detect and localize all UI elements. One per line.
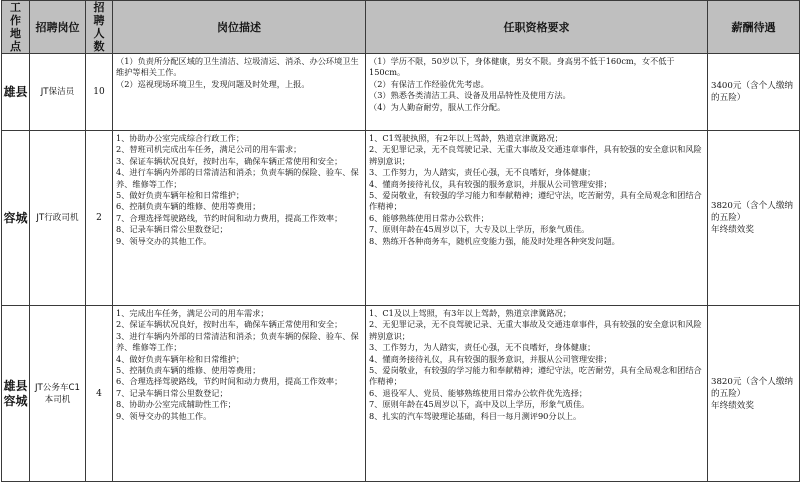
count-cell: 4 xyxy=(86,306,113,482)
position-cell: JT保洁员 xyxy=(30,54,86,131)
requirement-line: 1、C1及以上驾照，有3年以上驾龄，熟道京津冀路况； xyxy=(369,308,572,318)
requirement-line: 7、原则年龄在45周岁以下，高中及以上学历，形象气质佳。 xyxy=(369,399,590,410)
requirements-cell xyxy=(366,131,708,306)
description-line: 1、协助办公室完成综合行政工作； xyxy=(116,133,245,143)
requirement-line: 5、爱岗敬业，有较强的学习能力和奉献精神；遵纪守法，吃苦耐劳，具有全局观念和团结合作精神； xyxy=(369,365,702,387)
description-line: （2）巡视现场环境卫生，发现问题及时处理，上报。 xyxy=(116,78,310,89)
description-line: 3、进行车辆内外部的日常清洁和消杀；负责车辆的保险、验车、保养、维修等工作； xyxy=(116,330,359,353)
table-row xyxy=(2,131,800,306)
description-line: 1、完成出车任务，满足公司的用车需求； xyxy=(116,308,269,318)
description-line: 2、保证车辆状况良好，按时出车，确保车辆正常使用和安全； xyxy=(116,319,343,330)
requirement-line: 1、C1驾驶执照，有2年以上驾龄，熟道京津冀路况； xyxy=(369,133,563,143)
requirement-line: 4、懂商务接待礼仪，具有较强的服务意识，并服从公司管理安排； xyxy=(369,178,612,189)
description-cell xyxy=(113,131,366,306)
requirement-line: 2、无犯罪记录，无不良驾驶记录、无重大事故及交通违章事件，具有较强的安全意识和风险辨别意识； xyxy=(369,319,702,341)
description-line: 7、记录车辆日常公里数登记； xyxy=(116,387,228,398)
header-location: 工作地点 xyxy=(2,1,30,54)
requirement-line: （1）学历不限，50岁以下，身体健康，男女不限。身高男不低于160cm，女不低于150cm。 xyxy=(369,56,675,78)
header-requirements: 任职资格要求 xyxy=(366,1,708,54)
requirement-line: 3、工作努力，为人踏实，责任心强，无不良嗜好，身体健康； xyxy=(369,342,596,353)
requirement-line: 8、扎实的汽车驾驶理论基础，科目一每月测评90分以上。 xyxy=(369,410,582,421)
requirement-line: （3）熟悉各类清洁工具、设备及用品特性及使用方法。 xyxy=(369,90,571,101)
requirement-line: 2、无犯罪记录，无不良驾驶记录、无重大事故及交通违章事件，具有较强的安全意识和风险辨别意识； xyxy=(369,144,702,166)
position-cell: JT行政司机 xyxy=(30,131,86,306)
salary-cell xyxy=(708,54,800,131)
salary-line: 3820元（含个人缴纳的五险） xyxy=(711,376,794,399)
header-position: 招聘岗位 xyxy=(30,1,86,54)
salary-cell xyxy=(708,131,800,306)
location-cell: 雄县容城 xyxy=(2,306,30,482)
description-line: 3、保证车辆状况良好，按时出车，确保车辆正常使用和安全； xyxy=(116,155,343,166)
position-cell: JT公务车C1本司机 xyxy=(30,306,86,482)
count-cell: 2 xyxy=(86,131,113,306)
description-line: 5、做好负责车辆年检和日常维护； xyxy=(116,190,245,201)
description-line: 8、记录车辆日常公里数登记； xyxy=(116,224,228,235)
requirements-cell xyxy=(366,54,708,131)
salary-line: 3820元（含个人缴纳的五险） xyxy=(711,201,794,223)
requirement-line: 7、原则年龄在45周岁以下，大专及以上学历，形象气质佳。 xyxy=(369,224,590,235)
requirements-cell xyxy=(366,306,708,482)
location-cell: 雄县 xyxy=(2,54,30,131)
salary-line: 年终绩效奖 xyxy=(711,225,754,235)
salary-line: 年终绩效奖 xyxy=(711,400,754,411)
description-line: 2、替班司机完成出车任务，满足公司的用车需求； xyxy=(116,144,302,155)
description-line: 4、做好负责车辆年检和日常维护； xyxy=(116,353,245,364)
table-row xyxy=(2,306,800,482)
requirement-line: 8、熟练开各种商务车，随机应变能力强，能及时处理各种突发问题。 xyxy=(369,235,620,246)
table-row xyxy=(2,54,800,131)
requirement-line: （2）有保洁工作经验优先考虑。 xyxy=(369,78,489,89)
requirement-line: （4）为人勤奋耐劳，服从工作分配。 xyxy=(369,101,506,112)
description-line: 9、领导交办的其他工作。 xyxy=(116,410,212,421)
requirement-line: 6、能够熟练使用日常办公软件； xyxy=(369,212,489,223)
count-cell: 10 xyxy=(86,54,113,131)
recruitment-table xyxy=(1,0,800,482)
description-cell xyxy=(113,306,366,482)
description-line: 7、合理选择驾驶路线，节约时间和动力费用，提高工作效率； xyxy=(116,212,343,223)
description-cell xyxy=(113,54,366,131)
salary-line: 3400元（含个人缴纳的五险） xyxy=(711,81,794,103)
description-line: 5、控制负责车辆的维修、使用等费用； xyxy=(116,365,261,376)
header-row xyxy=(2,1,800,54)
header-description: 岗位描述 xyxy=(113,1,366,54)
description-line: 6、控制负责车辆的维修、使用等费用； xyxy=(116,201,261,212)
requirement-line: 4、懂商务接待礼仪，具有较强的服务意识，并服从公司管理安排； xyxy=(369,353,612,364)
description-line: 6、合理选择驾驶路线，节约时间和动力费用，提高工作效率； xyxy=(116,376,343,387)
location-cell: 容城 xyxy=(2,131,30,306)
header-salary: 薪酬待遇 xyxy=(708,1,800,54)
description-line: 9、领导交办的其他工作。 xyxy=(116,235,212,246)
requirement-line: 6、退役军人、党员、能够熟练使用日常办公软件优先选择； xyxy=(369,387,588,398)
description-line: 4、进行车辆内外部的日常清洁和消杀；负责车辆的保险、验车、保养、维修等工作； xyxy=(116,167,359,189)
header-count: 招聘人数 xyxy=(86,1,113,54)
salary-cell xyxy=(708,306,800,482)
description-line: 8、协助办公室完成辅助性工作； xyxy=(116,399,236,410)
description-line: （1）负责所分配区域的卫生清洁、垃圾清运、消杀、办公环境卫生维护等相关工作。 xyxy=(116,56,359,78)
requirement-line: 5、爱岗敬业，有较强的学习能力和奉献精神；遵纪守法，吃苦耐劳，具有全局观念和团结合作精神； xyxy=(369,190,702,212)
requirement-line: 3、工作努力，为人踏实，责任心强，无不良嗜好，身体健康； xyxy=(369,167,596,178)
